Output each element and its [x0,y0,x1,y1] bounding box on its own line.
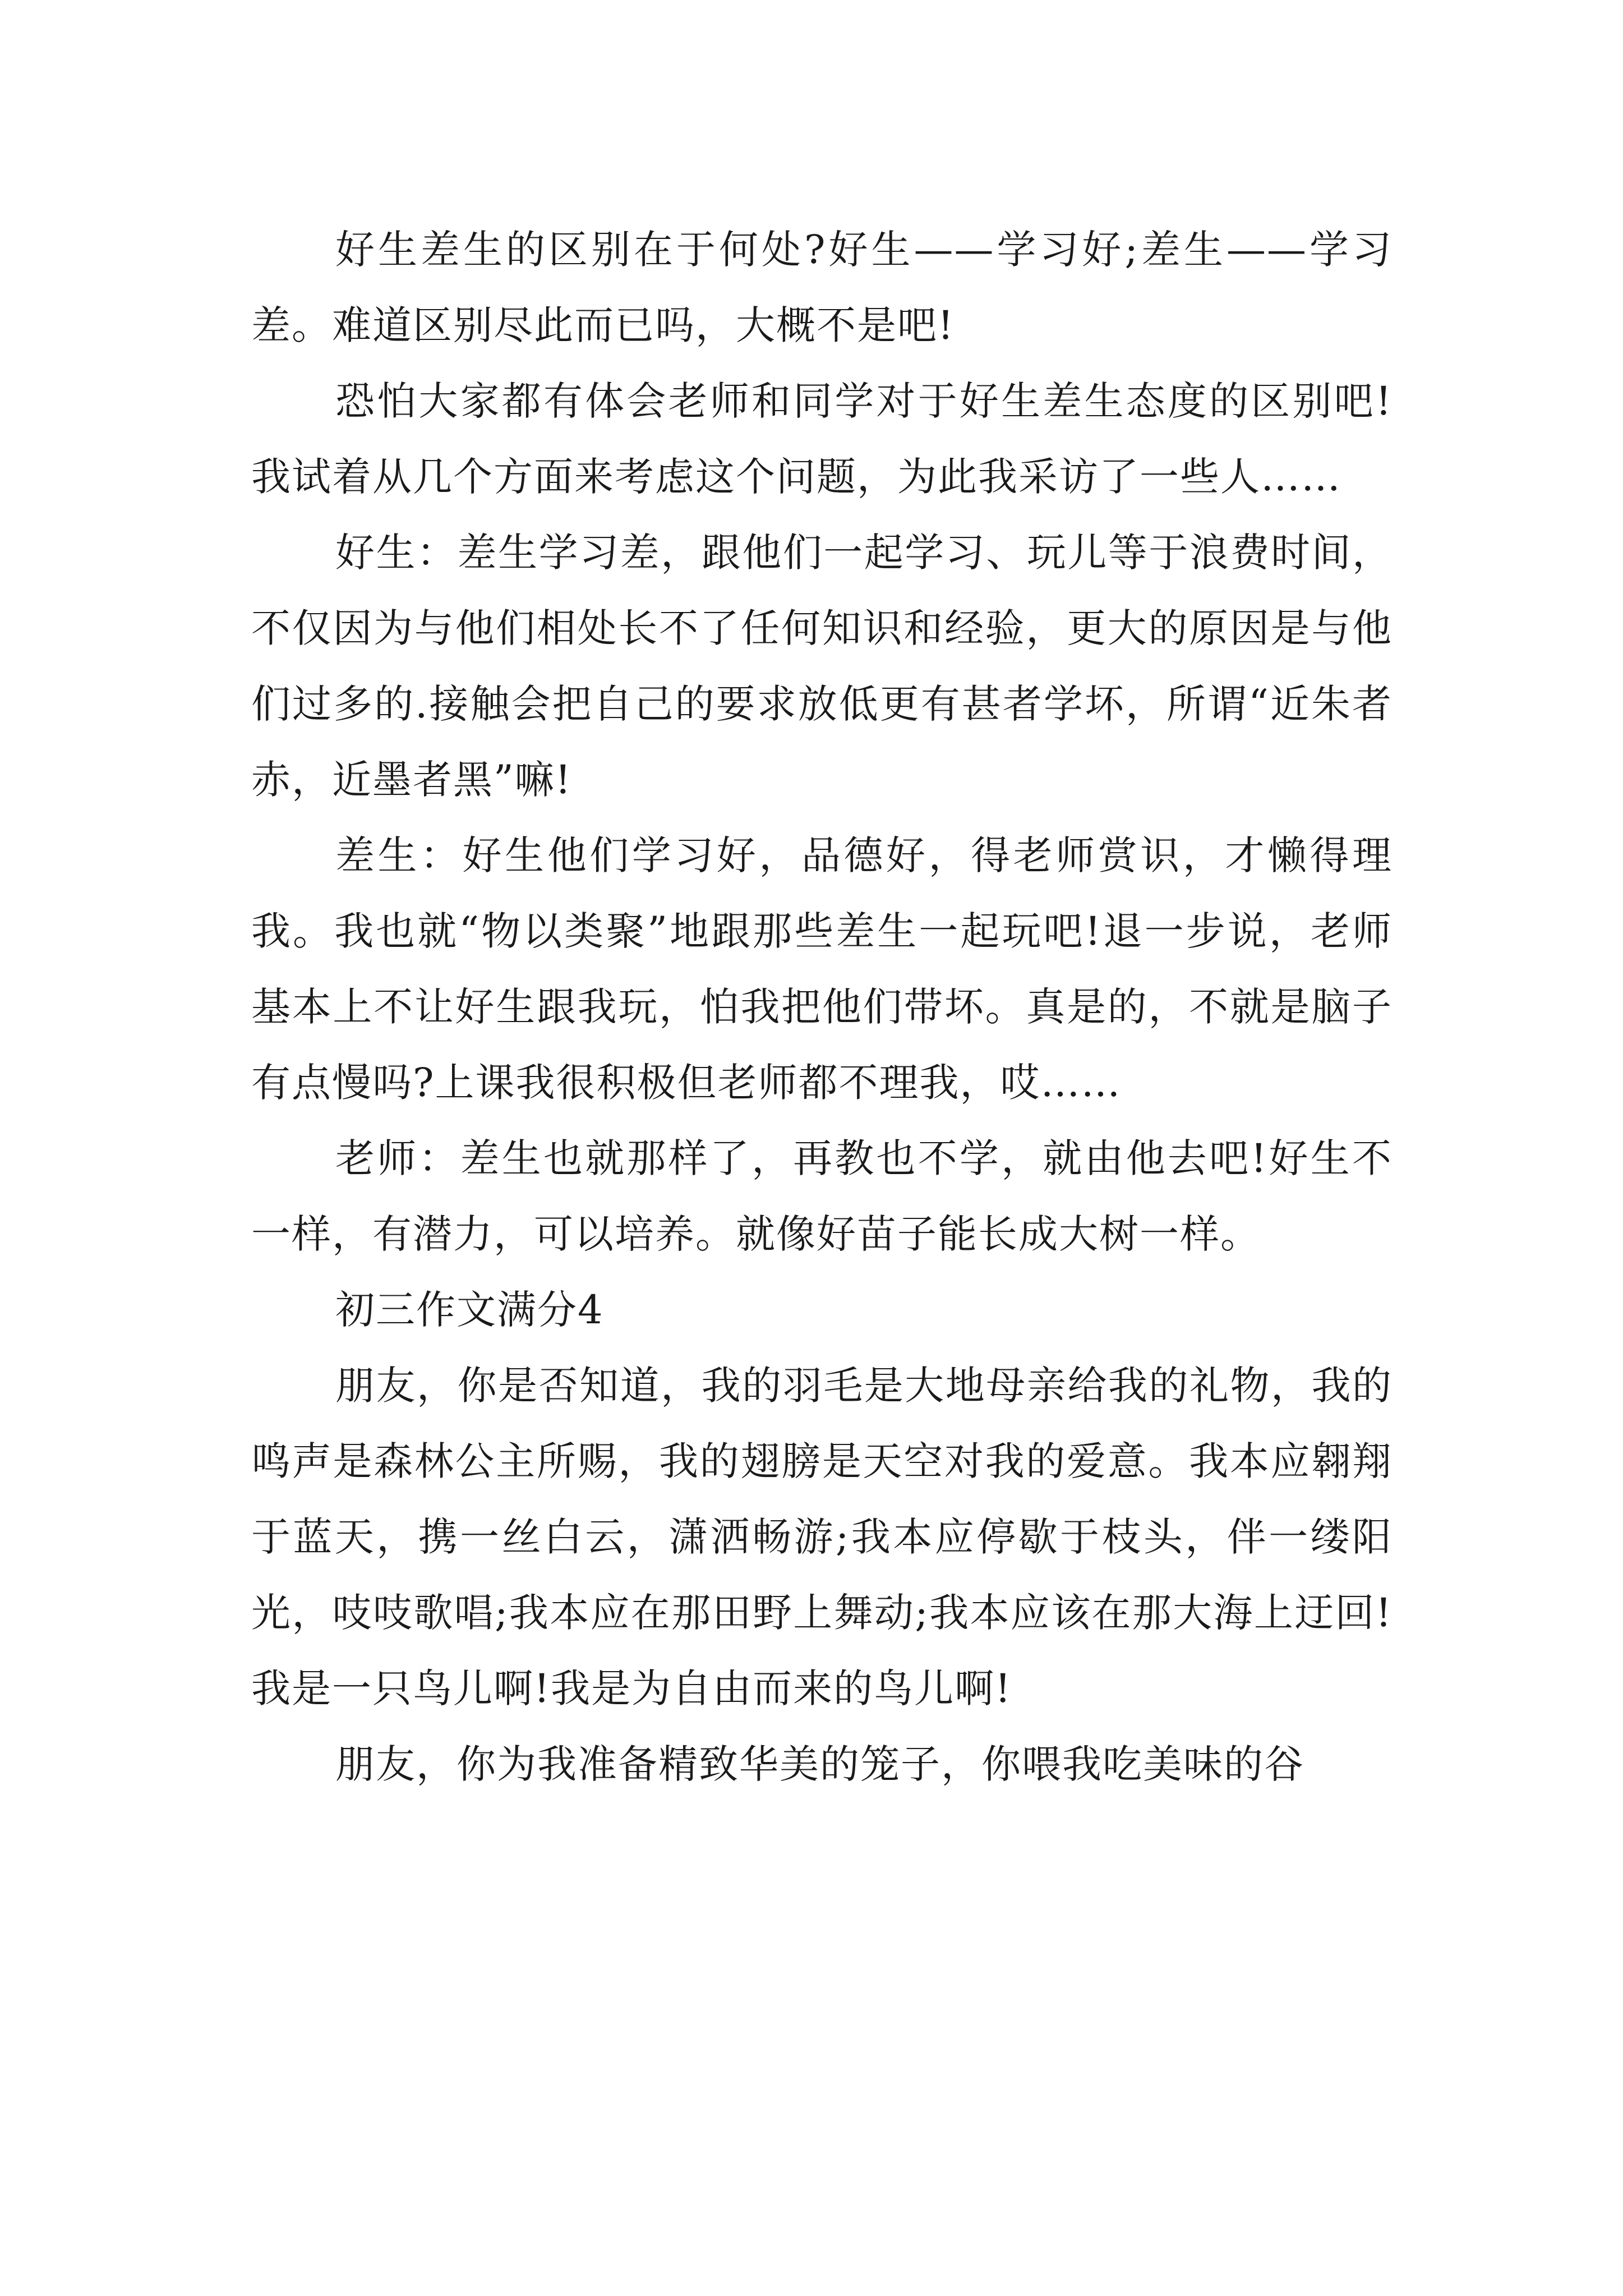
paragraph-7: 朋友，你为我准备精致华美的笼子，你喂我吃美味的谷 [335,1741,1304,1787]
body-text [251,212,1393,1802]
section-heading: 初三作文满分4 [335,1287,604,1333]
paragraph-4: 差生：好生他们学习好，品德好，得老师赏识，才懒得理我。我也就“物以类聚”地跟那些差生一起玩吧!退一步说，老师基本上不让好生跟我玩，怕我把他们带坏。真是的，不就是脑子有点慢吗?上课我很积极但老师都不理我，哎…… [251,832,1393,1106]
paragraph-6: 朋友，你是否知道，我的羽毛是大地母亲给我的礼物，我的鸣声是森林公主所赐，我的翅膀是天空对我的爱意。我本应翱翔于蓝天，携一丝白云，潇洒畅游;我本应停歇于枝头，伴一缕阳光，吱吱歌唱;我本应在那田野上舞动;我本应该在那大海上迂回!我是一只鸟儿啊!我是为自由而来的鸟儿啊! [251,1363,1393,1711]
paragraph-2: 恐怕大家都有体会老师和同学对于好生差生态度的区别吧!我试着从几个方面来考虑这个问题，为此我采访了一些人…… [251,378,1393,500]
paragraph-1: 好生差生的区别在于何处?好生——学习好;差生——学习差。难道区别尽此而已吗，大概不是吧! [251,227,1393,348]
paragraph-3: 好生：差生学习差，跟他们一起学习、玩儿等于浪费时间，不仅因为与他们相处长不了任何知识和经验，更大的原因是与他们过多的.接触会把自己的要求放低更有甚者学坏，所谓“近朱者赤，近墨者黑”嘛! [251,530,1393,803]
paragraph-5: 老师：差生也就那样了，再教也不学，就由他去吧!好生不一样，有潜力，可以培养。就像好苗子能长成大树一样。 [251,1135,1393,1257]
